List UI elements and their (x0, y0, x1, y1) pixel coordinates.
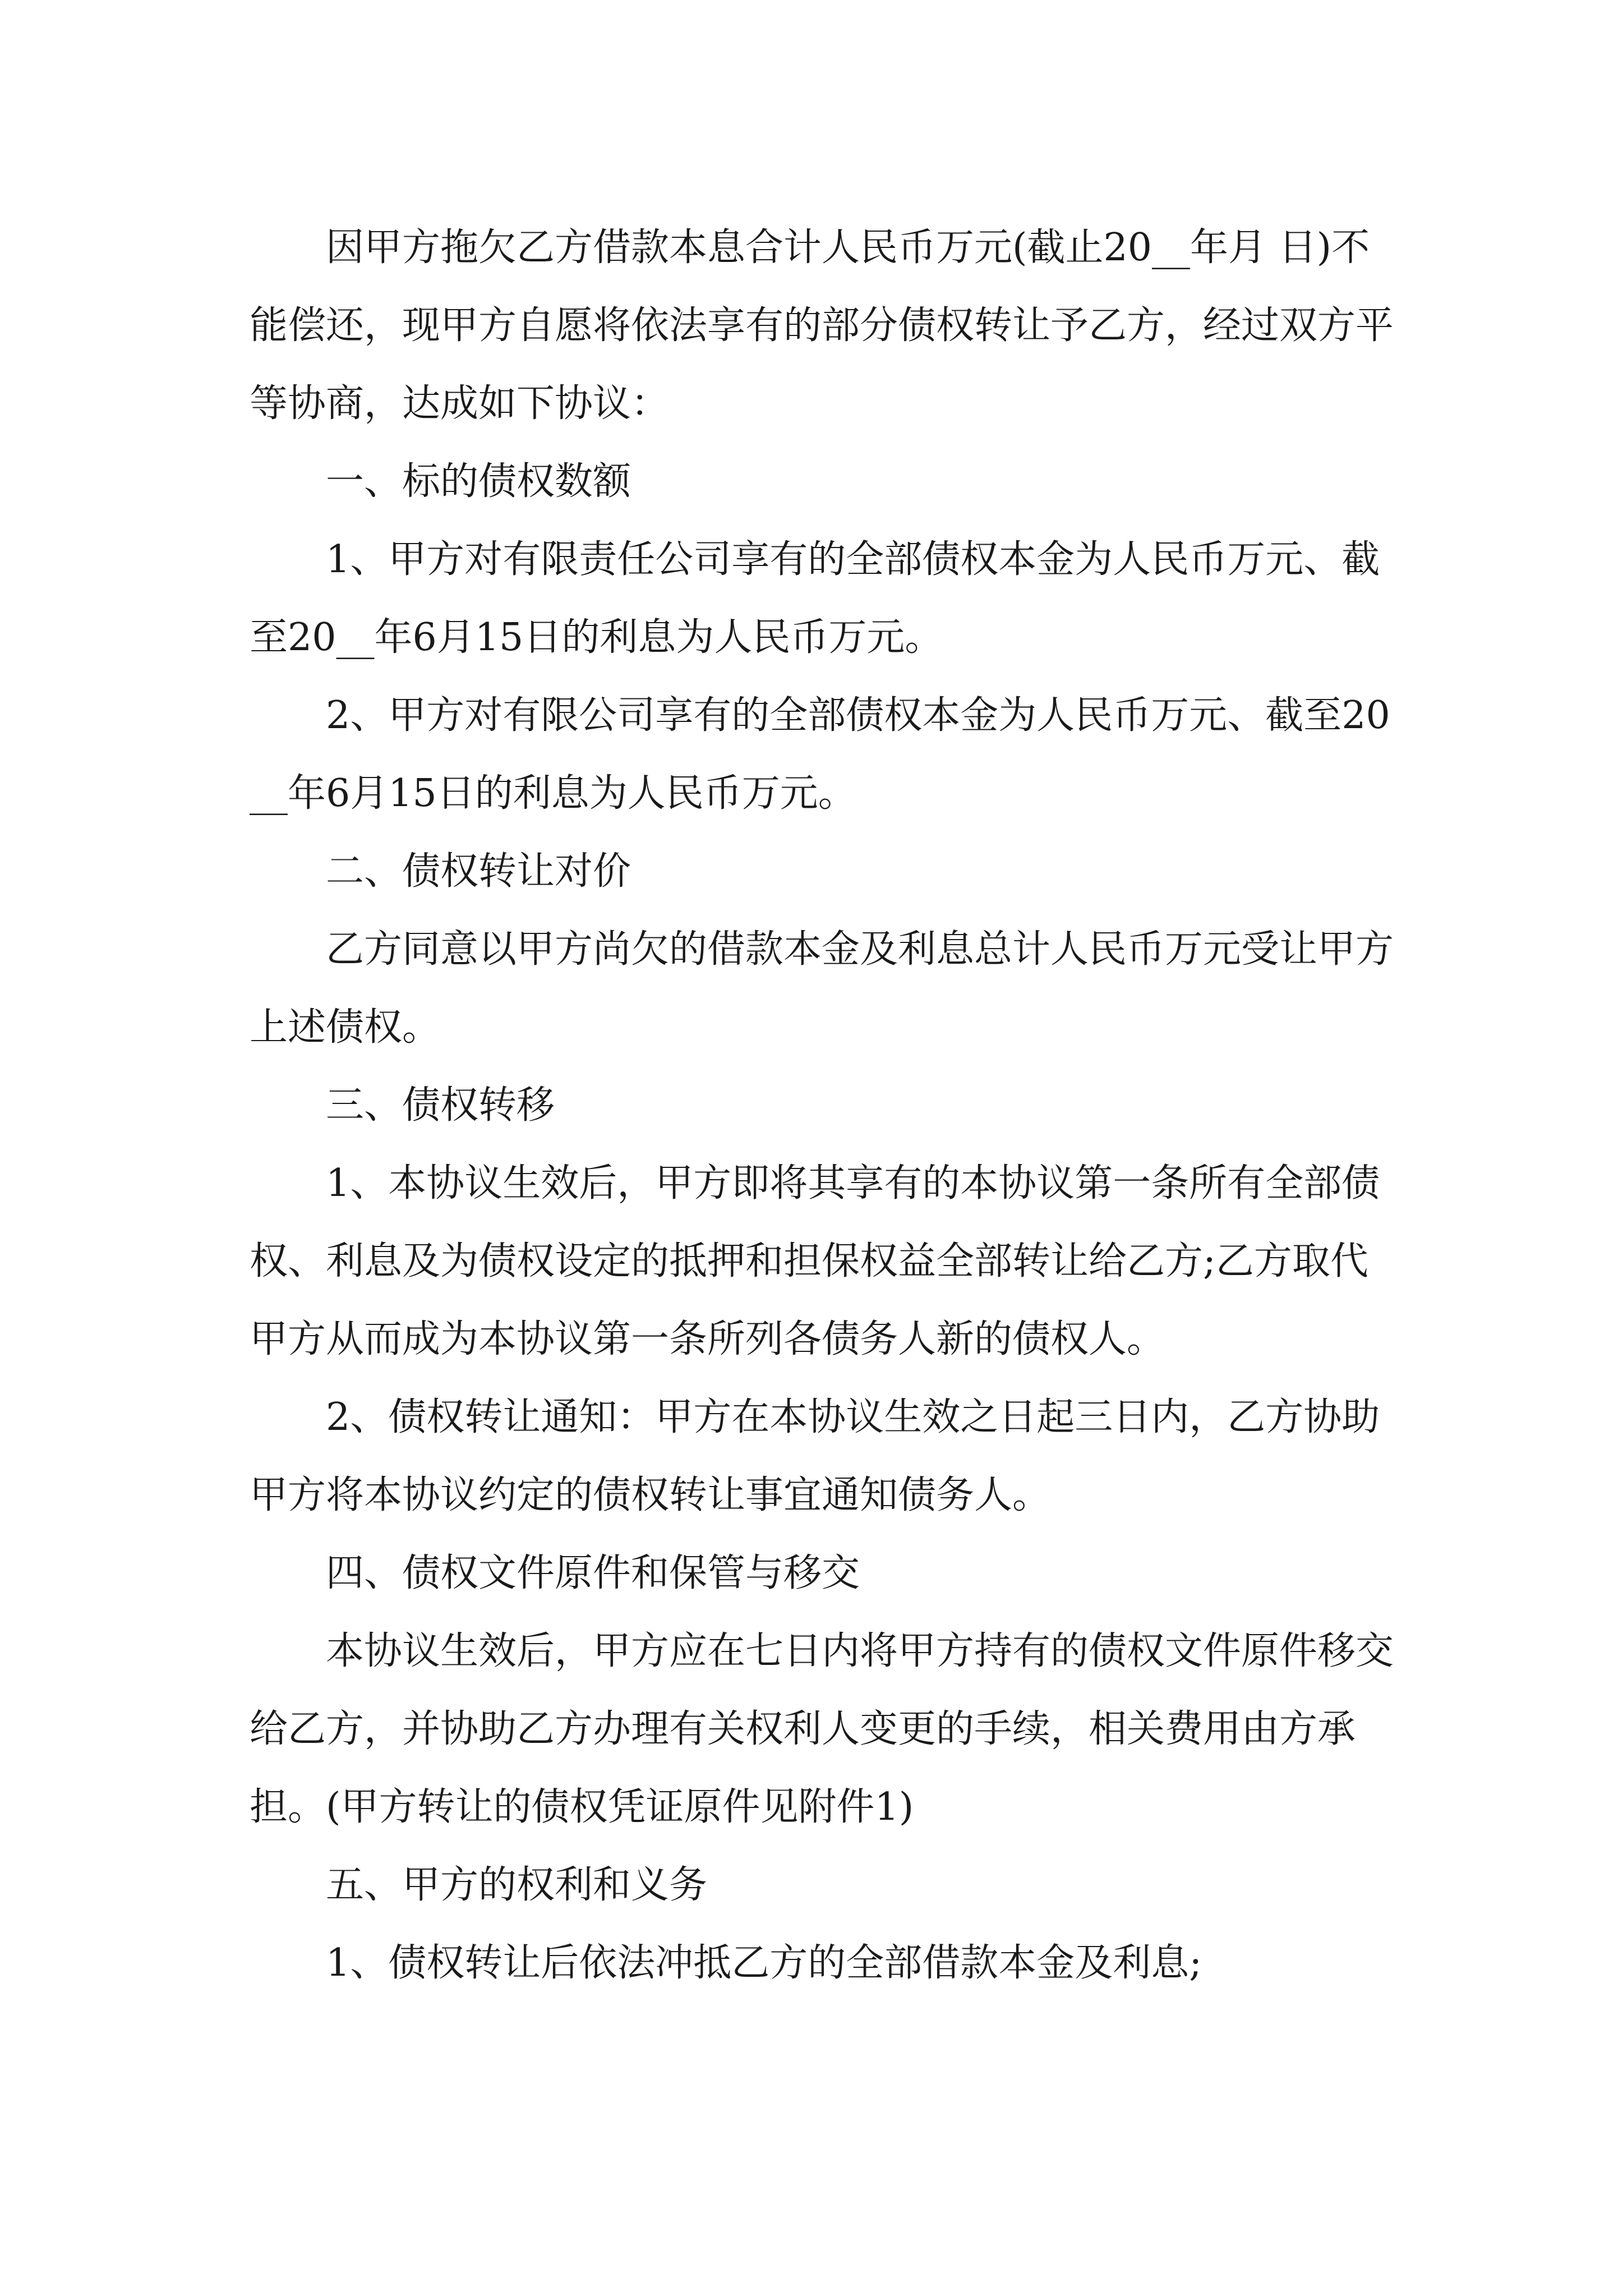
preamble-paragraph: 因甲方拖欠乙方借款本息合计人民币万元(截止20__年月 日)不能偿还，现甲方自愿将依法享有的部分债权转让予乙方，经过双方平等协商，达成如下协议： (250, 226, 1394, 426)
clause-1-1: 1、甲方对有限责任公司享有的全部债权本金为人民币万元、截至20__年6月15日的利息为人民币万元。 (250, 537, 1380, 660)
section-heading-5: 五、甲方的权利和义务 (326, 1863, 708, 1907)
document-body (250, 209, 1405, 2002)
section-heading-2: 二、债权转让对价 (326, 849, 631, 894)
section-heading-1: 一、标的债权数额 (326, 459, 631, 504)
clause-1-2: 2、甲方对有限公司享有的全部债权本金为人民币万元、截至20__年6月15日的利息为人民币万元。 (250, 693, 1390, 816)
clause-3-1: 1、本协议生效后，甲方即将其享有的本协议第一条所有全部债权、利息及为债权设定的抵押和担保权益全部转让给乙方;乙方取代甲方从而成为本协议第一条所列各债务人新的债权人。 (250, 1161, 1380, 1361)
clause-5-1: 1、债权转让后依法冲抵乙方的全部借款本金及利息; (326, 1941, 1202, 1985)
clause-4-body: 本协议生效后，甲方应在七日内将甲方持有的债权文件原件移交给乙方，并协助乙方办理有关权利人变更的手续，相关费用由方承担。(甲方转让的债权凭证原件见附件1) (250, 1629, 1394, 1829)
section-heading-4: 四、债权文件原件和保管与移交 (326, 1551, 860, 1595)
clause-3-2: 2、债权转让通知：甲方在本协议生效之日起三日内，乙方协助甲方将本协议约定的债权转让事宜通知债务人。 (250, 1395, 1380, 1517)
clause-2-body: 乙方同意以甲方尚欠的借款本金及利息总计人民币万元受让甲方上述债权。 (250, 927, 1394, 1050)
section-heading-3: 三、债权转移 (326, 1083, 555, 1128)
